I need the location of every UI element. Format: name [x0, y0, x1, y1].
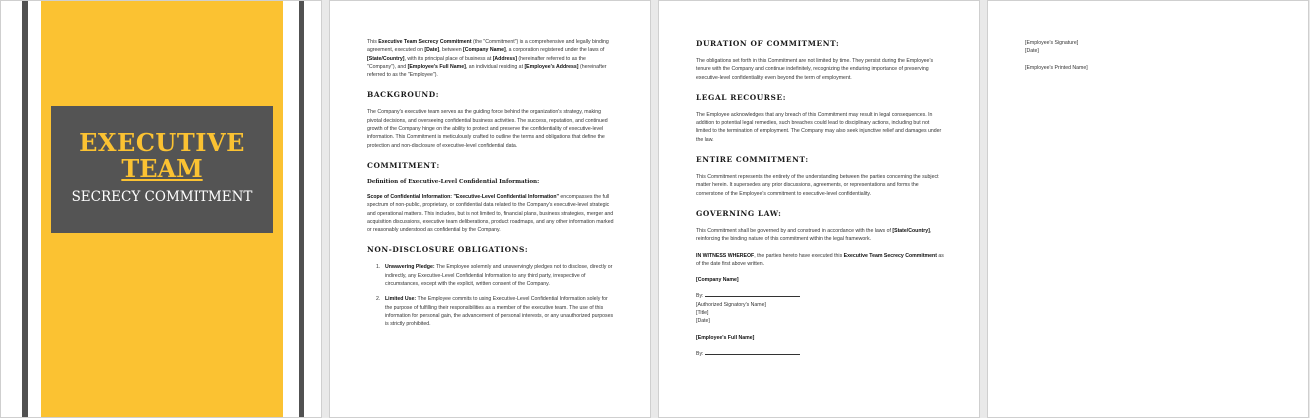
authorized-signatory-placeholder: [Authorized Signatory's Name]: [696, 301, 766, 308]
nondisclosure-heading: NON-DISCLOSURE OBLIGATIONS:: [367, 245, 529, 255]
cover-title-line2: TEAM: [121, 154, 203, 183]
commitment-heading: COMMITMENT:: [367, 160, 440, 170]
obligation-item: 2. Limited Use: The Employee commits to using Executive-Level Confidential Information solely for the purpose of fulfilling their responsibilities as a member of the executive team. The use of this information for personal gain, the advancement of personal interests, or any unauthorized purposes is strictly prohibited.: [376, 296, 614, 328]
scope-paragraph: Scope of Confidential Information: "Executive-Level Confidential Information" encompasses the full spectrum of non-public, proprietary, or confidential data related to the Company's executive-level strategic and operational matters. This includes, but is not limited to, financial plans, business strategies, merger and acquisition discussions, executive team deliberations, product roadmaps, and any other information marked or reasonably understood as confidential by the Company.: [367, 193, 614, 234]
employee-signature-line: By:: [696, 350, 945, 358]
title-placeholder: [Title]: [696, 310, 709, 317]
date-placeholder: [Date]: [1025, 48, 1039, 55]
page4-content: [1025, 39, 1274, 72]
witness-paragraph: IN WITNESS WHEREOF, the parties hereto have executed this Executive Team Secrecy Commitment as of the date first above written.: [696, 252, 944, 267]
document-page-2: [329, 0, 651, 418]
company-name-placeholder: [Company Name]: [696, 277, 739, 284]
background-paragraph: The Company's executive team serves as the guiding force behind the organization's strategy, making pivotal decisions, and overseeing confidential business activities. The success, reputation, and continued growth of the Company hinge on the ability to protect and preserve the confidentiality of executive-level information. This Commitment is meticulously crafted to outline the terms and obligations that define the protection and non-disclosure of executive-level confidential data.: [367, 109, 608, 149]
duration-paragraph: The obligations set forth in this Commitment are not limited by time. They persist during the Employee's tenure with the Company and continue indefinitely, recognizing the enduring importance of preserving executive-level confidentiality even beyond the term of employment.: [696, 58, 934, 81]
document-page-3: [658, 0, 980, 418]
legal-recourse-paragraph: The Employee acknowledges that any breach of this Commitment may result in legal consequences. In addition to potential legal remedies, such breaches could lead to disciplinary actions, including but not limited to the termination of employment. The Company may also seek injunctive relief and damages under the law.: [696, 111, 942, 143]
legal-recourse-heading: LEGAL RECOURSE:: [696, 92, 787, 102]
entire-commitment-paragraph: This Commitment represents the entirety of the understanding between the parties concerning the subject matter herein. It supersedes any prior discussions, agreements, or representations and forms the cornerstone of the Employee's commitment to executive-level confidentiality.: [696, 174, 939, 197]
employee-name-placeholder: [Employee's Full Name]: [696, 334, 755, 341]
cover-subtitle: SECRECY COMMITMENT: [71, 189, 253, 205]
duration-heading: DURATION OF COMMITMENT:: [696, 39, 840, 48]
cover-page: [0, 0, 322, 418]
governing-law-heading: GOVERNING LAW:: [696, 208, 782, 218]
intro-paragraph: This Executive Team Secrecy Commitment (the "Commitment") is a comprehensive and legally binding agreement, executed on [Date], between [Company Name], a corporation registered under the laws of [State/Country], with its principal place of business at [Address] (hereinafter referred to as the "Company"), and [Employee's Full Name], an individual residing at [Employee's Address] (hereinafter referred to as the "Employee").: [367, 39, 609, 79]
page2-content: [367, 38, 616, 329]
cover-dark-stripe-left: [22, 1, 28, 418]
document-page-4: [987, 0, 1309, 418]
company-signature-line: By:: [696, 292, 945, 300]
employee-printed-name-placeholder: [Employee's Printed Name]: [1025, 64, 1088, 71]
definition-heading: Definition of Executive-Level Confidential Information:: [367, 178, 540, 185]
cover-title-box: [51, 106, 273, 233]
page3-content: [696, 39, 945, 358]
cover-dark-stripe-right: [299, 1, 304, 418]
employee-signature-placeholder: [Employee's Signature]: [1025, 40, 1079, 46]
governing-law-paragraph: This Commitment shall be governed by and construed in accordance with the laws of [State/Country], reinforcing the binding nature of this commitment within the legal framework.: [696, 227, 932, 243]
background-heading: BACKGROUND:: [367, 90, 440, 100]
cover-title-line1: EXECUTIVE: [79, 128, 245, 157]
date-placeholder: [Date]: [696, 318, 710, 325]
entire-commitment-heading: ENTIRE COMMITMENT:: [696, 155, 809, 165]
obligation-item: 1. Unwavering Pledge: The Employee solemnly and unswervingly pledges not to disclose, directly or indirectly, any Executive-Level Confidential Information to any third party, irrespective of circumstances, except with the explicit, written consent of the Company.: [376, 264, 613, 288]
